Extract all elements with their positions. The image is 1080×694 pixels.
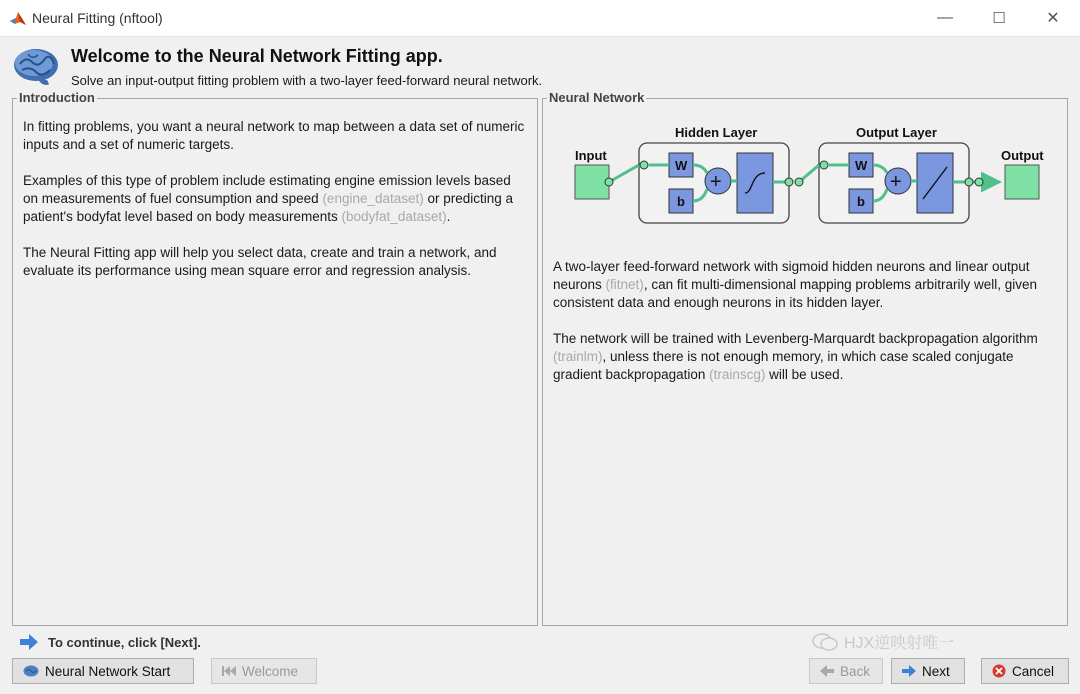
hidden-weight-label: W — [675, 158, 688, 173]
arrow-right-icon — [902, 665, 916, 677]
arrow-right-icon — [20, 634, 38, 650]
cancel-icon — [992, 664, 1006, 678]
cancel-button[interactable] — [981, 658, 1069, 684]
input-label: Input — [575, 148, 607, 163]
watermark-text: HJX逆映射唯一 — [844, 635, 955, 652]
network-p1-text-a: A two-layer feed-forward network with sigmoid hidden neurons and linear output neurons — [553, 259, 1030, 292]
introduction-text — [23, 118, 529, 298]
network-p2-text-b: , unless there is not enough memory, in which case scaled conjugate gradient backpropagation — [553, 349, 1014, 382]
input-node — [575, 165, 609, 199]
trainlm-link[interactable]: (trainlm) — [553, 349, 603, 364]
network-paragraph-1 — [553, 258, 1063, 312]
output-label: Output — [1001, 148, 1044, 163]
welcome-label: Welcome — [242, 663, 299, 679]
output-weight-label: W — [855, 158, 868, 173]
arrow-left-icon — [820, 665, 834, 677]
back-button[interactable] — [809, 658, 883, 684]
network-text — [553, 258, 1063, 402]
app-header — [0, 36, 1080, 92]
next-button[interactable] — [891, 658, 965, 684]
intro-p2-text-a: Examples of this type of problem include estimating engine emission levels based on measurements of fuel consumption and speed — [23, 173, 511, 206]
fitnet-link[interactable]: (fitnet) — [605, 277, 644, 292]
intro-paragraph-2 — [23, 172, 529, 226]
cancel-label: Cancel — [1012, 663, 1055, 679]
neural-network-start-label: Neural Network Start — [45, 663, 171, 679]
close-button[interactable]: ✕ — [1046, 10, 1060, 27]
network-p1-text-b: , can fit multi-dimensional mapping problems arbitrarily well, given consistent data and enough neurons in its hidden layer. — [553, 277, 1037, 310]
page-subtitle: Solve an input-output fitting problem with a two-layer feed-forward neural network. — [71, 73, 543, 88]
output-bias-label: b — [857, 194, 865, 209]
window-title: Neural Fitting (nftool) — [32, 10, 163, 26]
maximize-button[interactable]: ☐ — [992, 10, 1006, 27]
watermark — [812, 630, 954, 653]
engine-dataset-link[interactable]: (engine_dataset) — [322, 191, 424, 206]
skip-back-icon — [222, 665, 236, 677]
neural-network-panel — [542, 90, 1068, 626]
back-label: Back — [840, 663, 871, 679]
intro-p2-text-c: . — [446, 209, 451, 224]
network-p2-text-a: The network will be trained with Levenberg-Marquardt backpropagation algorithm — [553, 331, 1038, 346]
trainscg-link[interactable]: (trainscg) — [709, 367, 766, 382]
hidden-bias-label: b — [677, 194, 685, 209]
welcome-button[interactable] — [211, 658, 317, 684]
wechat-icon — [812, 632, 838, 652]
brain-icon — [23, 665, 39, 677]
page-title: Welcome to the Neural Network Fitting app. — [71, 46, 443, 66]
hidden-sum-label: + — [710, 171, 722, 193]
hidden-transfer-node — [737, 153, 773, 213]
intro-paragraph-3: The Neural Fitting app will help you select data, create and train a network, and evaluate its performance using mean square error and regression analysis. — [23, 245, 497, 278]
intro-paragraph-1: In fitting problems, you want a neural network to map between a data set of numeric inputs and a set of numeric targets. — [23, 119, 525, 152]
output-layer-label: Output Layer — [856, 125, 937, 140]
hidden-layer-label: Hidden Layer — [675, 125, 758, 140]
matlab-logo-icon — [9, 9, 27, 27]
minimize-button[interactable]: — — [937, 9, 953, 26]
bodyfat-dataset-link[interactable]: (bodyfat_dataset) — [341, 209, 447, 224]
neural-network-title: Neural Network — [549, 90, 645, 105]
brain-icon — [12, 46, 60, 86]
network-p2-text-c: will be used. — [765, 367, 844, 382]
title-bar — [0, 0, 1080, 37]
continue-hint-text: To continue, click [Next]. — [48, 634, 201, 650]
introduction-title: Introduction — [19, 90, 95, 105]
network-diagram — [553, 119, 1059, 231]
introduction-panel — [12, 90, 538, 626]
output-sum-label: + — [890, 171, 902, 193]
neural-network-start-button[interactable] — [12, 658, 194, 684]
next-label: Next — [922, 663, 950, 679]
network-paragraph-2 — [553, 330, 1063, 384]
intro-p2-text-b: or predicting a patient's bodyfat level based on body measurements — [23, 191, 514, 224]
continue-hint — [20, 634, 201, 650]
output-node — [1005, 165, 1039, 199]
